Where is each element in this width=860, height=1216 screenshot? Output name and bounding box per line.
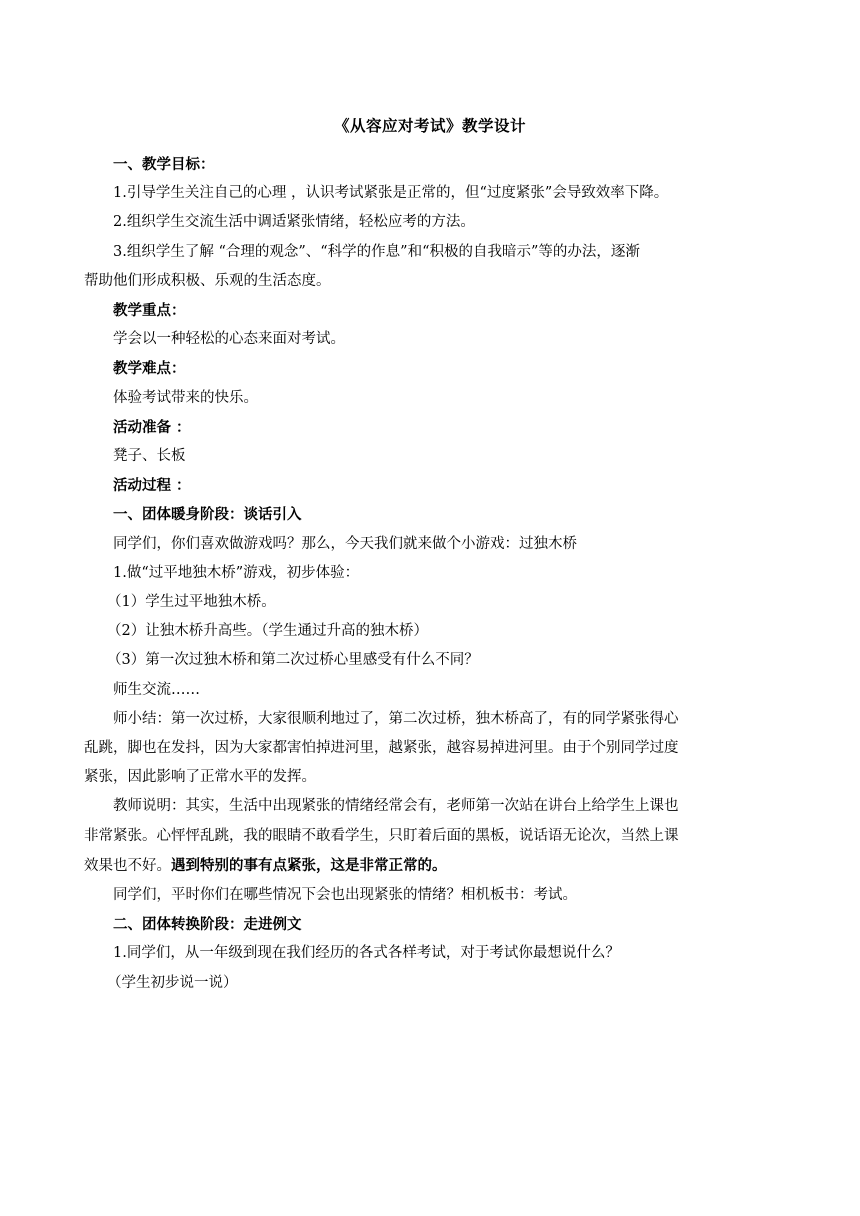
stage1-heading: 一、团体暖身阶段：谈话引入 [113, 506, 302, 524]
stage1-sub-3: （3）第一次过独木桥和第二次过桥心里感受有什么不同？ [107, 652, 479, 669]
stage2-step: 1.同学们，从一年级到现在我们经历的各式各样考试，对于考试你最想说什么？ [113, 945, 620, 962]
summary-line-3: 紧张，因此影响了正常水平的发挥。 [84, 769, 316, 786]
key-point-text: 学会以一种轻松的心态来面对考试。 [113, 331, 345, 348]
document-body [84, 150, 793, 998]
document-title: 《从容应对考试》教学设计 [333, 116, 526, 135]
preparation-heading: 活动准备 ： [113, 418, 191, 436]
goal-item-2: 2.组织学生交流生活中调适紧张情绪，轻松应考的方法。 [113, 214, 475, 231]
stage1-sub-2: （2）让独木桥升高些。（学生通过升高的独木桥） [107, 623, 428, 640]
goal-item-3-continued: 帮助他们形成积极、乐观的生活态度。 [84, 272, 331, 289]
stage2-note: （学生初步说一说） [107, 974, 238, 991]
summary-line-2: 乱跳，脚也在发抖，因为大家都害怕掉进河里，越紧张，越容易掉进河里。由于个别同学过度 [84, 740, 679, 757]
teacher-line-3-text: 效果也不好。 [84, 857, 171, 874]
key-point-heading: 教学重点： [113, 302, 186, 320]
teacher-line-2: 非常紧张。心怦怦乱跳，我的眼睛不敢看学生，只盯着后面的黑板，说话语无论次，当然上课 [84, 827, 679, 844]
goal-item-3: 3.组织学生了解 “合理的观念”、“科学的作息”和“积极的自我暗示”等的办法，逐渐 [113, 243, 640, 260]
stage1-intro: 同学们，你们喜欢做游戏吗？那么，今天我们就来做个小游戏：过独木桥 [113, 535, 577, 552]
process-heading: 活动过程 ： [113, 477, 191, 495]
stage1-exchange: 师生交流…… [113, 681, 200, 698]
teacher-line-1: 教师说明：其实，生活中出现紧张的情绪经常会有，老师第一次站在讲台上给学生上课也 [113, 798, 679, 815]
difficulty-heading: 教学难点： [113, 360, 186, 378]
stage1-sub-1: （1）学生过平地独木桥。 [107, 594, 276, 611]
goal-item-1: 1.引导学生关注自己的心理 ，认识考试紧张是正常的，但“过度紧张”会导致效率下降。 [113, 185, 669, 202]
stage1-step: 1.做“过平地独木桥”游戏，初步体验： [113, 564, 360, 581]
preparation-text: 凳子、长板 [113, 448, 186, 465]
summary-line-1: 师小结：第一次过桥，大家很顺利地过了，第二次过桥，独木桥高了，有的同学紧张得心 [113, 710, 679, 727]
difficulty-text: 体验考试带来的快乐。 [113, 389, 258, 406]
stage2-heading: 二、团体转换阶段：走进例文 [113, 916, 302, 934]
goals-heading: 一、教学目标： [113, 156, 215, 173]
teacher-emphasis: 遇到特别的事有点紧张，这是非常正常的。 [171, 856, 447, 874]
stage1-question: 同学们，平时你们在哪些情况下会也出现紧张的情绪？相机板书：考试。 [113, 887, 577, 904]
teacher-line-3 [84, 851, 793, 881]
